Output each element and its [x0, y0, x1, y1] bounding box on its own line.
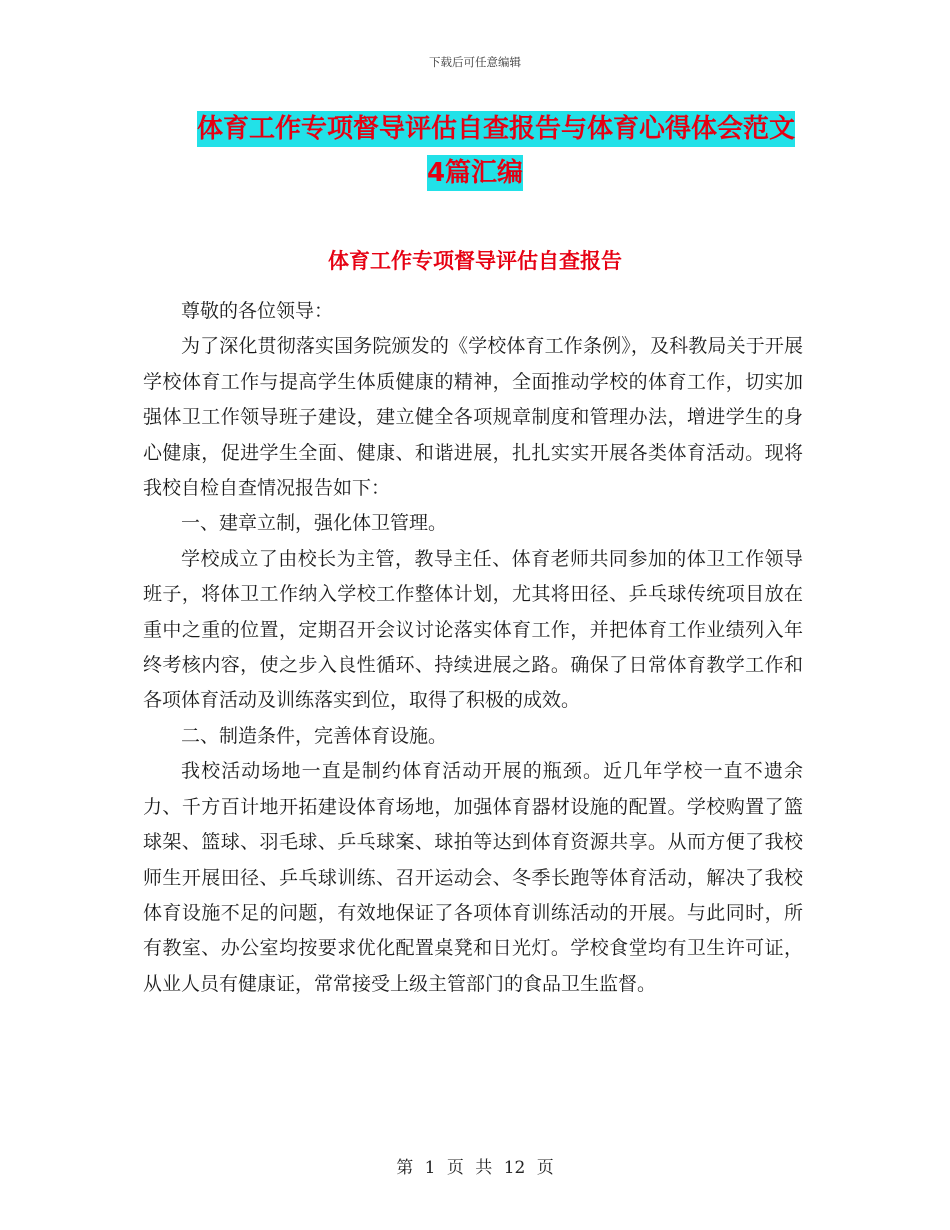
main-title-text-1: 体育工作专项督导评估自查报告与体育心得体会范文: [197, 111, 795, 147]
main-title-text-2: 4篇汇编: [427, 155, 523, 191]
paragraph: 为了深化贯彻落实国务院颁发的《学校体育工作条例》，及科教局关于开展学校体育工作与提高学生体质健康的精神，全面推动学校的体育工作，切实加强体卫工作领导班子建设，建立健全各项规章制度和管理办法，增进学生的身心健康，促进学生全面、健康、和谐进展，扎扎实实开展各类体育活动。现将我校自检自查情况报告如下：: [143, 335, 803, 500]
section-heading: 一、建章立制，强化体卫管理。: [181, 512, 448, 535]
main-title-line2: [0, 160, 950, 186]
document-body: [143, 294, 803, 1002]
paragraph: 我校活动场地一直是制约体育活动开展的瓶颈。近几年学校一直不遗余力、千方百计地开拓建设体育场地，加强体育器材设施的配置。学校购置了篮球架、篮球、羽毛球、乒乓球案、球拍等达到体育资源共享。从而方便了我校师生开展田径、乒乓球训练、召开运动会、冬季长跑等体育活动，解决了我校体育设施不足的问题，有效地保证了各项体育训练活动的开展。与此同时，所有教室、办公室均按要求优化配置桌凳和日光灯。学校食堂均有卫生许可证，从业人员有健康证，常常接受上级主管部门的食品卫生监督。: [143, 760, 803, 995]
main-title-line1: [0, 116, 950, 142]
paragraph: 学校成立了由校长为主管，教导主任、体育老师共同参加的体卫工作领导班子，将体卫工作纳入学校工作整体计划，尤其将田径、乒乓球传统项目放在重中之重的位置，定期召开会议讨论落实体育工作，并把体育工作业绩列入年终考核内容，使之步入良性循环、持续进展之路。确保了日常体育教学工作和各项体育活动及训练落实到位，取得了积极的成效。: [143, 547, 803, 712]
page-footer: 第 1 页 共 12 页: [396, 1158, 554, 1178]
header-note: 下载后可任意编辑: [429, 55, 521, 69]
section-title: 体育工作专项督导评估自查报告: [328, 249, 622, 273]
salutation: 尊敬的各位领导：: [181, 300, 334, 322]
section-heading: 二、制造条件，完善体育设施。: [181, 724, 448, 747]
